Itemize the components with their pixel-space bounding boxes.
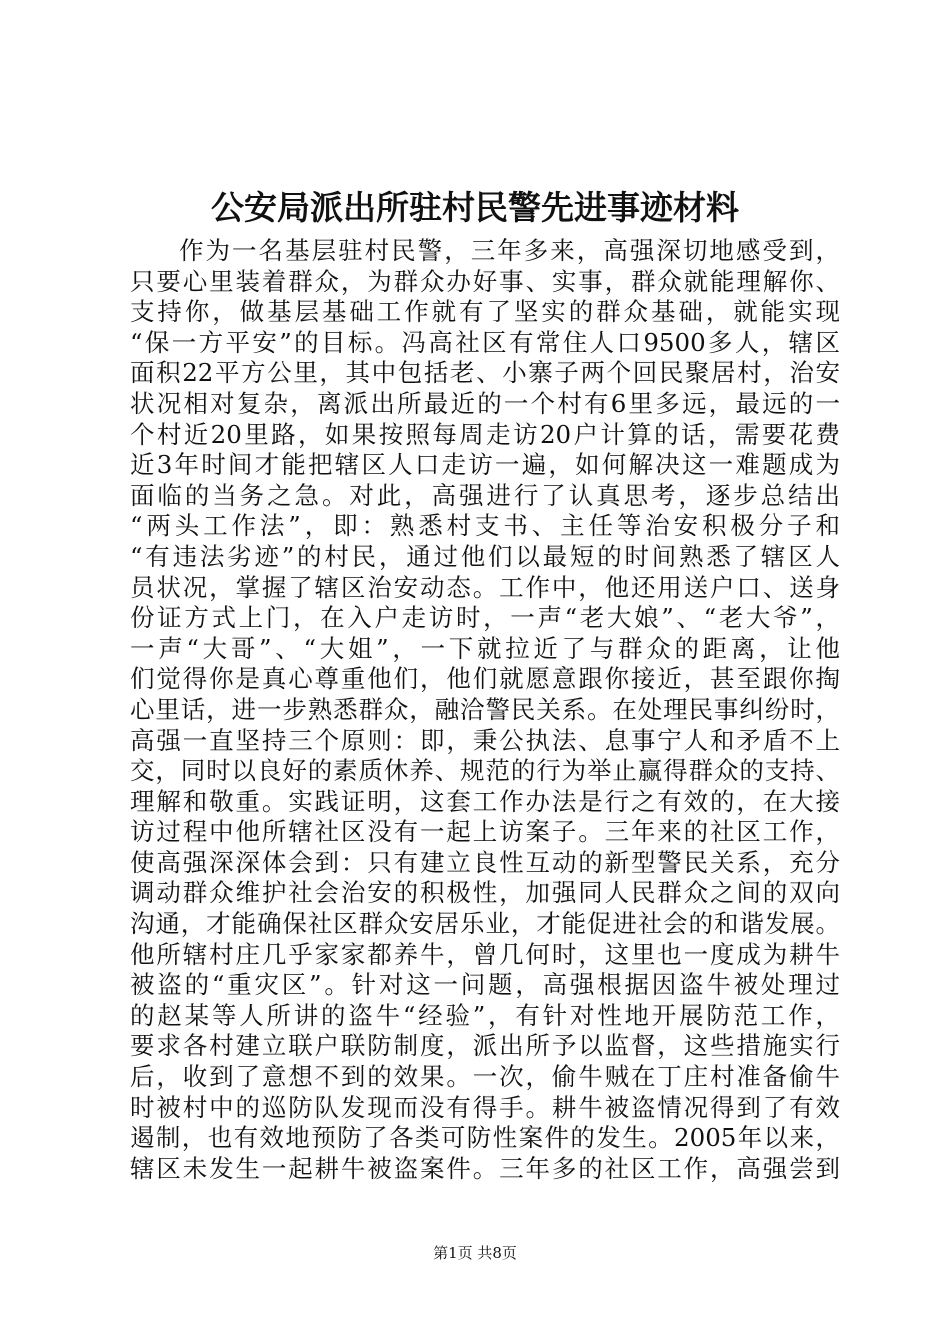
body-line: “保一方平安”的目标。冯高社区有常住人口9500多人，辖区 [130, 327, 840, 357]
body-line: 辖区未发生一起耕牛被盗案件。三年多的社区工作，高强尝到 [130, 1153, 840, 1183]
body-line: 沟通，才能确保社区群众安居乐业，才能促进社会的和谐发展。 [130, 909, 840, 939]
page-footer: 第1页 共8页 [433, 1244, 517, 1262]
body-line: 被盗的“重灾区”。针对这一问题，高强根据因盗牛被处理过 [130, 970, 840, 1000]
body-line: 份证方式上门，在入户走访时，一声“老大娘”、“老大爷”， [130, 603, 840, 633]
body-line: 面临的当务之急。对此，高强进行了认真思考，逐步总结出 [130, 480, 840, 510]
body-line: 一声“大哥”、“大姐”，一下就拉近了与群众的距离，让他 [130, 633, 840, 663]
document-body [130, 236, 840, 1184]
body-line: 状况相对复杂，离派出所最近的一个村有6里多远，最远的一 [130, 388, 840, 418]
body-line: 高强一直坚持三个原则：即，秉公执法、息事宁人和矛盾不上 [130, 725, 840, 755]
body-line: 使高强深深体会到：只有建立良性互动的新型警民关系，充分 [130, 847, 840, 877]
body-line: 调动群众维护社会治安的积极性，加强同人民群众之间的双向 [130, 878, 840, 908]
body-line: 面积22平方公里，其中包括老、小寨子两个回民聚居村，治安 [130, 358, 840, 388]
body-line: 们觉得你是真心尊重他们，他们就愿意跟你接近，甚至跟你掏 [130, 664, 840, 694]
body-line: 只要心里装着群众，为群众办好事、实事，群众就能理解你、 [130, 266, 840, 296]
body-line: 员状况，掌握了辖区治安动态。工作中，他还用送户口、送身 [130, 572, 840, 602]
body-line: 遏制，也有效地预防了各类可防性案件的发生。2005年以来， [130, 1123, 840, 1153]
body-line: 他所辖村庄几乎家家都养牛，曾几何时，这里也一度成为耕牛 [130, 939, 840, 969]
body-line: 个村近20里路，如果按照每周走访20户计算的话，需要花费 [130, 419, 840, 449]
body-line: 理解和敬重。实践证明，这套工作办法是行之有效的，在大接 [130, 786, 840, 816]
body-line: 交，同时以良好的素质休养、规范的行为举止赢得群众的支持、 [130, 756, 840, 786]
body-line: 支持你，做基层基础工作就有了坚实的群众基础，就能实现 [130, 297, 840, 327]
body-line: 作为一名基层驻村民警，三年多来，高强深切地感受到， [179, 236, 840, 265]
body-line: 访过程中他所辖社区没有一起上访案子。三年来的社区工作， [130, 817, 840, 847]
body-line: “有违法劣迹”的村民，通过他们以最短的时间熟悉了辖区人 [130, 541, 840, 571]
body-line: 后，收到了意想不到的效果。一次，偷牛贼在丁庄村准备偷牛 [130, 1062, 840, 1092]
body-line: 时被村中的巡防队发现而没有得手。耕牛被盗情况得到了有效 [130, 1092, 840, 1122]
document-title: 公安局派出所驻村民警先进事迹材料 [211, 188, 739, 227]
body-line: 近3年时间才能把辖区人口走访一遍，如何解决这一难题成为 [130, 450, 840, 480]
body-line: 要求各村建立联户联防制度，派出所予以监督，这些措施实行 [130, 1031, 840, 1061]
body-line: 的赵某等人所讲的盗牛“经验”，有针对性地开展防范工作， [130, 1000, 840, 1030]
body-line: 心里话，进一步熟悉群众，融洽警民关系。在处理民事纠纷时， [130, 694, 840, 724]
body-line: “两头工作法”，即：熟悉村支书、主任等治安积极分子和 [130, 511, 840, 541]
